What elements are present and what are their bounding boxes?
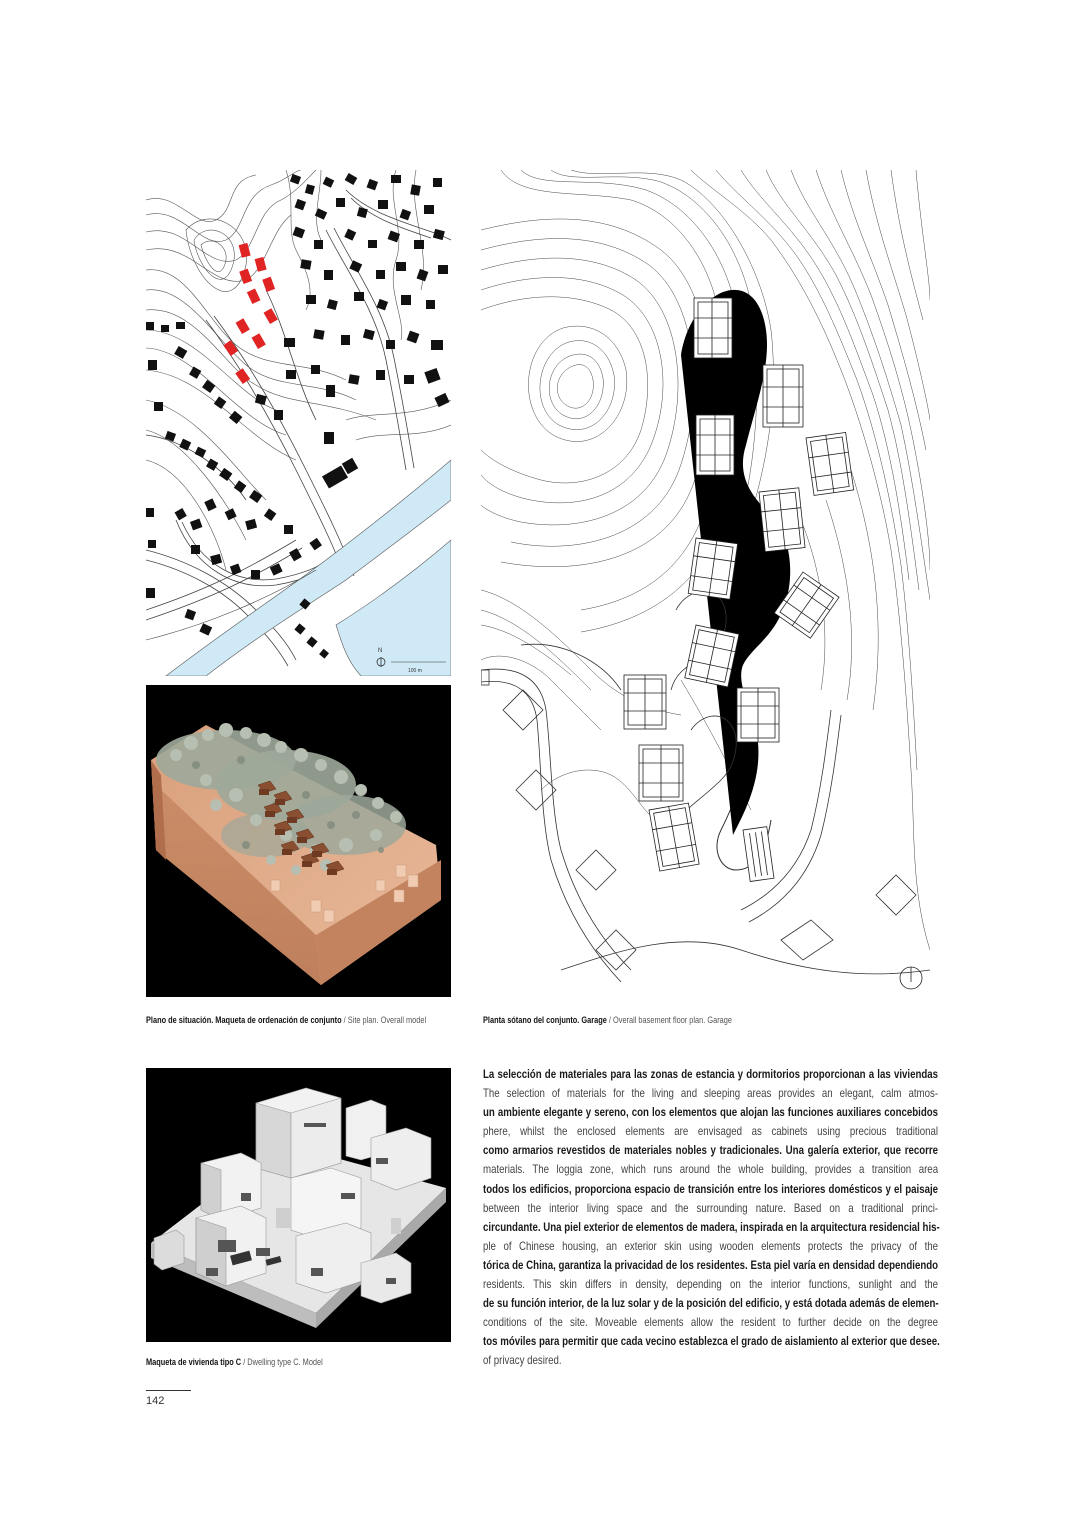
garage-caption-es: Planta sótano del conjunto. Garage [483, 1015, 607, 1025]
body-line-es: como armarios revestidos de materiales nobles y tradicionales. Una galería exterior, que recorre [483, 1144, 939, 1158]
garage-caption-sep: / [606, 1015, 614, 1025]
body-line-es: todos los edificios, proporciona espacio de transición entre los interiores domésticos y el paisaje [483, 1182, 939, 1196]
site-plan-caption [146, 1015, 426, 1026]
garage-floor-plan [481, 170, 930, 996]
garage-plan-caption [483, 1015, 732, 1026]
body-line-es: tos móviles para permitir que cada vecino establezca el grado de aislamiento al exterior que desee. [483, 1335, 940, 1349]
dwelling-model-caption [146, 1357, 323, 1368]
overall-model-photo [146, 685, 451, 997]
body-line-en: conditions of the site. Moveable elements allow the resident to further decide on the degree [483, 1316, 939, 1330]
dwelling-caption-sep: / [241, 1357, 248, 1367]
body-line-es: tórica de China, garantiza la privacidad de los residentes. Esta piel varía en densidad dependiendo [483, 1258, 939, 1272]
dwelling-model-illustration [146, 1068, 451, 1342]
body-line-es: de su función interior, de la luz solar y de la posición del edificio, y está dotada además de elemen- [483, 1297, 939, 1311]
page-number-rule [146, 1390, 191, 1391]
page-number: 142 [146, 1395, 165, 1407]
site-caption-sep: / [341, 1015, 348, 1025]
body-line-es: circundante. Una piel exterior de elementos de madera, inspirada en la arquitectura residencial his- [483, 1220, 940, 1234]
dwelling-caption-es: Maqueta de vivienda tipo C [146, 1357, 242, 1367]
body-line-en: between the interior living space and the surrounding nature. Based on a traditional princi- [483, 1201, 939, 1215]
body-line-en: residents. This skin differs in density, depending on the interior functions, sunlight and the [483, 1278, 939, 1292]
north-label: N [378, 648, 383, 654]
overall-model-illustration [146, 685, 451, 997]
body-line-en: of privacy desired. [483, 1354, 562, 1368]
body-line-es: un ambiente elegante y sereno, con los elementos que alojan las funciones auxiliares concebidos [483, 1106, 939, 1120]
dwelling-model-photo [146, 1068, 451, 1342]
body-line-en: ple of Chinese housing, an exterior skin using wooden elements protects the privacy of the [483, 1239, 939, 1253]
body-line-en: The selection of materials for the living and sleeping areas provides an elegant, calm atmos- [483, 1087, 939, 1101]
site-plan-drawing [146, 170, 451, 676]
body-text [483, 1065, 938, 1371]
site-caption-en: Site plan. Overall model [347, 1015, 427, 1025]
body-line-en: materials. The loggia zone, which runs around the whole building, provides a transition area [483, 1163, 939, 1177]
scale-label: 100 m [408, 668, 422, 674]
dwelling-caption-en: Dwelling type C. Model [247, 1357, 323, 1367]
site-plan-map [146, 170, 451, 676]
site-caption-es: Plano de situación. Maqueta de ordenación de conjunto [146, 1015, 342, 1025]
body-line-es: La selección de materiales para las zonas de estancia y dormitorios proporcionan a las viviendas [483, 1068, 939, 1081]
garage-plan-drawing [481, 170, 930, 996]
body-line-en: phere, whilst the enclosed elements are envisaged as cabinets using precious traditional [483, 1125, 939, 1139]
garage-caption-en: Overall basement floor plan. Garage [613, 1015, 732, 1025]
